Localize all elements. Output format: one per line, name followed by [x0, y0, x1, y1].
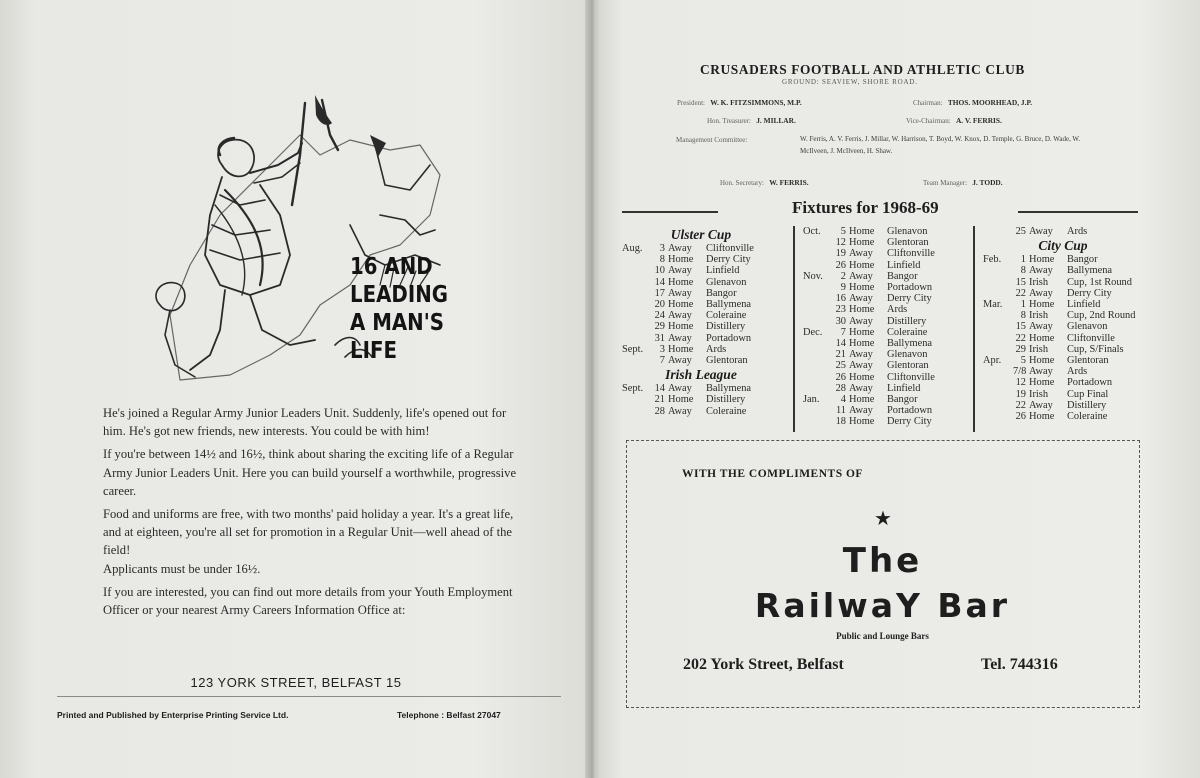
fixture-day: 17	[654, 287, 665, 299]
fixture-venue: Irish	[1029, 388, 1049, 400]
fixture-month	[803, 316, 833, 327]
fixture-venue: Away	[668, 332, 692, 344]
fixture-opponent: Cliftonville	[887, 371, 935, 383]
fixture-day: 28	[835, 382, 846, 394]
fixture-day: 23	[835, 304, 846, 316]
fixtures-title: Fixtures for 1968-69	[792, 198, 939, 217]
fixture-row	[803, 248, 968, 259]
fixture-venue: Home	[668, 321, 694, 333]
committee-label: Management Committee:	[676, 136, 748, 144]
fixture-day: 8	[659, 254, 665, 266]
fixture-month: Sept.	[622, 383, 644, 395]
fixture-row	[803, 372, 968, 383]
fixture-venue: Away	[1029, 366, 1053, 378]
fixture-venue: Away	[849, 360, 873, 372]
fixture-opponent: Derry City	[887, 416, 932, 428]
ad-address: 202 York Street, Belfast	[683, 656, 844, 673]
fixture-day: 25	[1015, 226, 1026, 237]
fixture-day: 7	[659, 355, 665, 367]
headline-line-4: LIFE	[350, 338, 397, 364]
fixture-row	[622, 243, 780, 254]
fixture-day: 21	[654, 394, 665, 406]
fixture-row	[803, 405, 968, 416]
fixture-venue: Home	[849, 394, 875, 406]
fixture-row	[622, 406, 780, 417]
fixture-opponent: Distillery	[706, 321, 746, 333]
secretary-line	[720, 178, 809, 187]
fixture-day: 2	[840, 270, 846, 282]
fixture-venue: Home	[849, 326, 875, 338]
fixture-row	[803, 316, 968, 327]
fixture-row	[803, 237, 968, 248]
chairman-name: THOS. MOORHEAD, J.P.	[947, 98, 1033, 107]
fixture-month	[803, 416, 833, 427]
copy-paragraph-3: Food and uniforms are free, with two months' paid holiday a year. It's a great life, and at eighteen, you're all set for promotion in a Regular Unit—well ahead of the field!	[103, 507, 514, 558]
fixture-opponent: Bangor	[1067, 254, 1098, 266]
fixture-venue: Irish	[1029, 343, 1049, 355]
copy-paragraph-2: If you're between 14½ and 16½, think about sharing the exciting life of a Regular Army Junior Leaders Unit. Here you can build yourself a worthwhile, progressive career.	[103, 447, 517, 498]
fixture-month	[622, 310, 652, 321]
fixture-day: 5	[840, 226, 846, 237]
fixture-opponent: Distillery	[887, 315, 927, 327]
club-name: CRUSADERS FOOTBALL AND ATHLETIC CLUB	[700, 62, 1025, 77]
fixture-day: 8	[1020, 310, 1026, 322]
fixture-venue: Home	[1029, 377, 1055, 389]
fixture-row	[983, 400, 1143, 411]
fixture-day: 20	[654, 299, 665, 311]
fixture-month	[803, 372, 833, 383]
ad-compliments: WITH THE COMPLIMENTS OF	[682, 468, 863, 480]
secretary-name: W. FERRIS.	[769, 178, 809, 187]
fixture-opponent: Portadown	[706, 332, 752, 344]
fixture-day: 29	[1015, 343, 1026, 355]
fixture-venue: Irish	[1029, 276, 1049, 288]
secretary-label: Hon. Secretary:	[720, 179, 764, 187]
fixture-opponent: Bangor	[887, 270, 918, 282]
fixture-day: 24	[654, 310, 665, 322]
fixture-month	[983, 321, 1013, 332]
fixture-venue: Away	[668, 355, 692, 367]
fixture-row	[983, 411, 1143, 422]
fixture-day: 14	[654, 276, 665, 288]
fixture-venue: Away	[668, 405, 692, 417]
fixture-month	[803, 293, 833, 304]
fixture-month	[803, 248, 833, 259]
fixture-month	[983, 277, 1013, 288]
column-divider-1	[793, 226, 795, 432]
fixture-day: 12	[1015, 377, 1026, 389]
fixture-opponent: Glenavon	[887, 349, 928, 361]
fixture-opponent: Cup, 2nd Round	[1067, 310, 1136, 322]
fixture-day: 8	[1020, 265, 1026, 277]
fixture-day: 22	[1015, 287, 1026, 299]
fixture-month: Jan.	[803, 394, 820, 406]
copy-paragraph-5: If you are interested, you can find out more details from your Youth Employment Officer or your nearest Army Careers Information Office at:	[103, 584, 513, 618]
fixture-row	[622, 265, 780, 276]
fixture-row	[983, 344, 1143, 355]
fixture-row	[803, 349, 968, 360]
fixture-day: 30	[835, 315, 846, 327]
fixture-opponent: Linfield	[706, 265, 740, 277]
treasurer-name: J. MILLAR.	[756, 116, 796, 125]
fixture-row	[983, 366, 1143, 377]
club-ground: GROUND: SEAVIEW, SHORE ROAD.	[782, 78, 918, 86]
fixture-month	[803, 383, 833, 394]
headline	[350, 253, 453, 365]
printer-credit: Printed and Published by Enterprise Printing Service Ltd.	[57, 710, 289, 720]
fixture-opponent: Cliftonville	[706, 243, 754, 254]
fixture-month: Nov.	[803, 270, 823, 282]
fixture-row	[983, 226, 1143, 237]
star-icon: ★	[874, 508, 892, 530]
headline-line-3: A MAN'S	[350, 310, 445, 336]
fixture-opponent: Portadown	[1067, 377, 1113, 389]
careers-office-address: 123 YORK STREET, BELFAST 15	[190, 675, 402, 690]
fixture-venue: Home	[1029, 299, 1055, 311]
fixture-day: 10	[654, 265, 665, 277]
fixture-day: 26	[1015, 411, 1026, 423]
fixture-opponent: Ballymena	[706, 383, 752, 395]
fixture-opponent: Coleraine	[887, 326, 928, 338]
fixture-opponent: Linfield	[1067, 299, 1101, 311]
fixture-venue: Home	[849, 282, 875, 294]
fixture-row	[983, 288, 1143, 299]
fixture-opponent: Cliftonville	[887, 248, 935, 260]
fixture-venue: Home	[1029, 332, 1055, 344]
fixture-month	[803, 237, 833, 248]
fixture-venue: Home	[849, 416, 875, 428]
fixture-month	[622, 355, 652, 366]
competition-heading: Ulster Cup	[670, 227, 732, 242]
fixture-day: 7/8	[1013, 366, 1027, 378]
fixture-month	[983, 377, 1013, 388]
fixture-day: 1	[1020, 299, 1026, 311]
recruitment-copy	[103, 404, 518, 624]
fixture-month	[803, 405, 833, 416]
fixture-opponent: Cup Final	[1067, 388, 1109, 400]
column-divider-2	[973, 226, 975, 432]
fixture-opponent: Coleraine	[706, 310, 747, 322]
fixture-opponent: Bangor	[887, 394, 918, 406]
ad-telephone: Tel. 744316	[981, 656, 1058, 673]
fixture-month	[983, 389, 1013, 400]
fixture-venue: Irish	[1029, 310, 1049, 322]
fixture-day: 3	[659, 343, 665, 355]
fixture-month: Sept.	[622, 343, 644, 355]
fixture-venue: Home	[1029, 254, 1055, 266]
fixture-day: 14	[654, 383, 665, 395]
fixture-opponent: Portadown	[887, 282, 933, 294]
fixture-opponent: Cup, 1st Round	[1067, 276, 1132, 288]
fixture-month	[803, 260, 833, 271]
fixture-venue: Home	[668, 254, 694, 266]
fixture-row	[622, 299, 780, 310]
ad-title-the: The	[842, 541, 923, 581]
fixture-row	[983, 254, 1143, 265]
fixture-venue: Home	[668, 343, 694, 355]
fixture-opponent: Derry City	[706, 254, 751, 266]
committee-members: W. Ferris, A. V. Ferris, J. Millar, W. Harrison, T. Boyd, W. Knox, D. Temple, G. Bruce, D. Wade, W. McIlveen, J. McIlveen, H. Shaw.	[800, 135, 1081, 155]
fixture-day: 22	[1015, 399, 1026, 411]
fixture-row	[803, 360, 968, 371]
fixtures-column-3	[983, 226, 1143, 422]
fixture-opponent: Glentoran	[887, 360, 929, 372]
fixture-day: 26	[835, 259, 846, 271]
competition-heading: City Cup	[1038, 238, 1088, 254]
fixture-venue: Away	[668, 243, 692, 254]
fixture-month: Apr.	[983, 355, 1002, 367]
fixture-row	[983, 310, 1143, 321]
fixture-month	[983, 226, 1013, 237]
fixture-month: Mar.	[983, 299, 1003, 311]
fixture-venue: Away	[849, 270, 873, 282]
fixture-month	[622, 321, 652, 332]
vice-chairman-line	[906, 116, 1002, 125]
fixture-opponent: Glenavon	[887, 226, 928, 237]
fixture-month	[983, 333, 1013, 344]
president-line	[677, 98, 802, 107]
fixture-opponent: Derry City	[887, 293, 932, 305]
fixture-day: 19	[835, 248, 846, 260]
fixture-day: 15	[1015, 321, 1026, 333]
fixture-venue: Home	[849, 259, 875, 271]
fixture-month: Dec.	[803, 326, 823, 338]
fixture-month	[803, 282, 833, 293]
fixture-row	[983, 265, 1143, 276]
fixture-venue: Home	[849, 304, 875, 316]
fixture-opponent: Glenavon	[706, 276, 747, 288]
fixture-venue: Away	[668, 265, 692, 277]
fixture-venue: Away	[849, 293, 873, 305]
railway-bar-advert	[626, 440, 1140, 708]
fixture-month	[622, 254, 652, 265]
fixture-day: 19	[1015, 388, 1026, 400]
fixture-day: 18	[835, 416, 846, 428]
ad-bar-name: RailwaY Bar	[754, 586, 1011, 625]
fixture-venue: Away	[668, 287, 692, 299]
fixture-opponent: Glenavon	[1067, 321, 1108, 333]
fixture-day: 28	[654, 405, 665, 417]
fixture-row	[622, 355, 780, 366]
fixture-row	[983, 333, 1143, 344]
fixture-venue: Away	[1029, 321, 1053, 333]
manager-label: Team Manager:	[923, 179, 968, 187]
fixture-month	[622, 288, 652, 299]
competition-heading: Irish League	[665, 367, 737, 383]
fixture-opponent: Ards	[1067, 366, 1088, 378]
fixture-opponent: Linfield	[887, 259, 921, 271]
fixture-month	[622, 406, 652, 417]
fixture-row	[983, 355, 1143, 366]
fixture-row	[983, 389, 1143, 400]
fixture-month	[622, 394, 652, 405]
fixture-venue: Away	[1029, 226, 1053, 237]
fixture-venue: Away	[668, 383, 692, 395]
copy-paragraph-1: He's joined a Regular Army Junior Leaders Unit. Suddenly, life's opened out for him. He's got new friends, new interests. You could be with him!	[103, 406, 507, 439]
fixture-day: 31	[654, 332, 665, 344]
fixture-venue: Home	[668, 299, 694, 311]
fixture-row	[803, 271, 968, 282]
vice-chairman-label: Vice-Chairman:	[906, 117, 951, 125]
fixture-month	[622, 277, 652, 288]
fixture-month	[983, 344, 1013, 355]
fixture-opponent: Ards	[887, 304, 908, 316]
fixture-row	[622, 394, 780, 405]
fixture-venue: Home	[668, 276, 694, 288]
title-rule-left	[622, 211, 718, 213]
left-page	[0, 0, 592, 778]
fixture-row	[803, 327, 968, 338]
fixture-opponent: Glentoran	[887, 237, 929, 249]
fixture-opponent: Ards	[1067, 226, 1088, 237]
fixture-day: 12	[835, 237, 846, 249]
manager-name: J. TODD.	[972, 178, 1003, 187]
fixture-venue: Home	[849, 226, 875, 237]
fixture-month	[983, 366, 1013, 377]
fixture-row	[622, 277, 780, 288]
fixture-month	[803, 349, 833, 360]
fixture-month: Aug.	[622, 243, 643, 254]
fixture-month	[803, 338, 833, 349]
headline-line-1: 16 AND	[350, 254, 433, 280]
fixture-opponent: Distillery	[706, 394, 746, 406]
president-name: W. K. FITZSIMMONS, M.P.	[710, 98, 802, 107]
fixture-venue: Home	[1029, 411, 1055, 423]
fixture-month: Oct.	[803, 226, 821, 237]
book-spine	[585, 0, 601, 778]
fixture-row	[803, 416, 968, 427]
fixture-row	[803, 394, 968, 405]
president-label: President:	[677, 99, 705, 107]
fixture-row	[622, 344, 780, 355]
fixture-venue: Away	[849, 349, 873, 361]
fixture-row	[622, 333, 780, 344]
fixture-venue: Away	[1029, 287, 1053, 299]
fixture-day: 25	[835, 360, 846, 372]
chairman-label: Chairman:	[913, 99, 943, 107]
fixture-row	[803, 304, 968, 315]
fixture-row	[622, 383, 780, 394]
fixture-venue: Away	[849, 382, 873, 394]
fixture-opponent: Glentoran	[1067, 355, 1109, 367]
fixture-opponent: Cliftonville	[1067, 332, 1115, 344]
ad-subtitle: Public and Lounge Bars	[836, 631, 929, 641]
fixture-venue: Away	[1029, 265, 1053, 277]
fixture-day: 3	[659, 243, 665, 254]
title-rule-right	[1018, 211, 1138, 213]
fixture-opponent: Ards	[706, 343, 727, 355]
fixture-opponent: Bangor	[706, 287, 737, 299]
fixture-opponent: Ballymena	[1067, 265, 1113, 277]
fixture-row	[622, 288, 780, 299]
fixture-month	[622, 333, 652, 344]
fixtures-column-2	[803, 226, 968, 428]
fixture-month	[983, 288, 1013, 299]
fixture-venue: Away	[668, 310, 692, 322]
fixture-opponent: Ballymena	[887, 338, 933, 350]
fixture-day: 14	[835, 338, 846, 350]
fixture-venue: Home	[849, 338, 875, 350]
fixture-month	[622, 265, 652, 276]
fixture-month	[983, 411, 1013, 422]
fixture-month	[983, 265, 1013, 276]
fixture-row	[983, 321, 1143, 332]
fixture-opponent: Linfield	[887, 382, 921, 394]
fixture-day: 16	[835, 293, 846, 305]
fixture-day: 1	[1020, 254, 1026, 266]
fixture-opponent: Cup, S/Finals	[1067, 343, 1124, 355]
fixture-opponent: Portadown	[887, 405, 933, 417]
fixture-day: 4	[840, 394, 846, 406]
treasurer-label: Hon. Treasurer:	[707, 117, 751, 125]
fixture-venue: Home	[849, 371, 875, 383]
headline-line-2: LEADING	[350, 282, 448, 308]
fixture-venue: Home	[849, 237, 875, 249]
fixture-month	[803, 304, 833, 315]
fixture-month: Feb.	[983, 254, 1002, 266]
vice-chairman-name: A. V. FERRIS.	[955, 116, 1002, 125]
fixture-row	[983, 277, 1143, 288]
fixture-venue: Away	[1029, 399, 1053, 411]
fixture-row	[803, 383, 968, 394]
fixture-venue: Away	[849, 315, 873, 327]
fixture-day: 11	[835, 405, 846, 417]
fixture-venue: Away	[849, 405, 873, 417]
fixture-month	[983, 310, 1013, 321]
fixture-venue: Away	[849, 248, 873, 260]
fixture-day: 29	[654, 321, 665, 333]
fixture-row	[622, 321, 780, 332]
treasurer-line	[707, 116, 796, 125]
copy-paragraph-4: Applicants must be under 16½.	[103, 561, 261, 576]
fixture-row	[803, 226, 968, 237]
fixture-row	[803, 338, 968, 349]
fixture-row	[983, 377, 1143, 388]
fixture-row	[983, 299, 1143, 310]
fixture-row	[803, 260, 968, 271]
fixture-opponent: Ballymena	[706, 299, 752, 311]
fixture-opponent: Distillery	[1067, 399, 1107, 411]
fixture-month	[983, 400, 1013, 411]
printer-telephone: Telephone : Belfast 27047	[397, 710, 501, 720]
fixture-day: 9	[840, 282, 846, 294]
fixture-venue: Home	[1029, 355, 1055, 367]
fixture-opponent: Coleraine	[706, 405, 747, 417]
fixture-day: 21	[835, 349, 846, 361]
fixture-day: 7	[840, 326, 846, 338]
fixture-row	[622, 310, 780, 321]
fixture-day: 26	[835, 371, 846, 383]
footer-divider	[57, 696, 561, 697]
chairman-line	[913, 98, 1032, 107]
fixture-opponent: Derry City	[1067, 287, 1112, 299]
fixture-venue: Home	[668, 394, 694, 406]
fixture-row	[622, 254, 780, 265]
fixture-day: 15	[1015, 276, 1026, 288]
fixture-month	[622, 299, 652, 310]
manager-line	[923, 178, 1003, 187]
fixture-day: 5	[1020, 355, 1026, 367]
fixture-month	[803, 360, 833, 371]
fixture-opponent: Glentoran	[706, 355, 748, 367]
fixture-row	[803, 293, 968, 304]
fixture-day: 22	[1015, 332, 1026, 344]
fixture-row	[803, 282, 968, 293]
fixture-opponent: Coleraine	[1067, 411, 1108, 423]
fixtures-column-1	[622, 226, 780, 417]
